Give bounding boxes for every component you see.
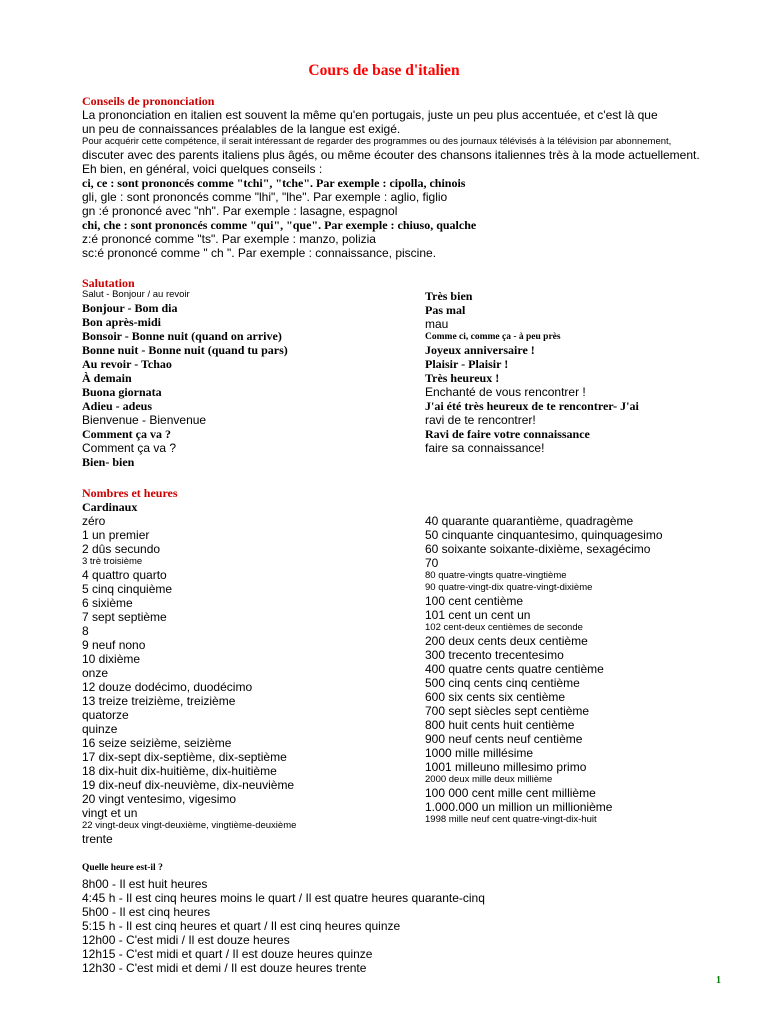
text-line: 9 neuf nono	[82, 638, 146, 652]
text-line: Enchanté de vous rencontrer !	[425, 385, 586, 399]
text-line: 20 vingt ventesimo, vigesimo	[82, 792, 237, 806]
text-line: 13 treize treizième, treizième	[82, 694, 236, 708]
greetings-section	[82, 276, 722, 290]
text-line: 800 huit cents huit centième	[425, 718, 575, 732]
text-line: Bienvenue - Bienvenue	[82, 413, 207, 427]
text-line: 5:15 h - Il est cinq heures et quart / Il est cinq heures quinze	[82, 919, 401, 933]
text-line: 90 quatre-vingt-dix quatre-vingt-dixième	[425, 582, 593, 593]
text-line: discuter avec des parents italiens plus âgés, ou même écouter des chansons italiennes très à la mode actuellement.	[82, 148, 700, 162]
text-line: 12h15 - C'est midi et quart / Il est douze heures quinze	[82, 947, 373, 961]
text-line: 19 dix-neuf dix-neuvième, dix-neuvième	[82, 778, 295, 792]
text-line: 1.000.000 un million un millionième	[425, 800, 613, 814]
text-line: quatorze	[82, 708, 129, 722]
text-line: 100 cent centième	[425, 594, 524, 608]
pronunciation-section	[82, 94, 722, 260]
text-line: 7 sept septième	[82, 610, 167, 624]
text-line: Très bien	[425, 289, 473, 303]
text-line: Très heureux !	[425, 371, 500, 385]
text-line: 1001 milleuno millesimo primo	[425, 760, 587, 774]
text-line: Plaisir - Plaisir !	[425, 357, 509, 371]
text-line: 3 trè troisième	[82, 556, 143, 567]
text-line: sc:é prononcé comme " ch ". Par exemple : connaissance, piscine.	[82, 246, 437, 260]
text-line: 70	[425, 556, 439, 570]
text-line: Bonsoir - Bonne nuit (quand on arrive)	[82, 329, 282, 343]
text-line: 2 dûs secundo	[82, 542, 161, 556]
text-line: Bien- bien	[82, 455, 135, 469]
text-line: Comment ça va ?	[82, 441, 177, 455]
time-section	[82, 862, 722, 874]
text-line: Buona giornata	[82, 385, 162, 399]
text-line: mau	[425, 317, 449, 331]
page-title: Cours de base d'italien	[308, 62, 460, 79]
text-line: gn :é prononcé avec "nh". Par exemple : lasagne, espagnol	[82, 204, 398, 218]
text-line: z:é prononcé comme "ts". Par exemple : manzo, polizia	[82, 232, 376, 246]
text-line: trente	[82, 832, 113, 846]
text-line: 2000 deux mille deux millième	[425, 774, 553, 785]
text-line: Comment ça va ?	[82, 427, 171, 441]
text-line: Bon après-midi	[82, 315, 162, 329]
text-line: Salut - Bonjour / au revoir	[82, 289, 190, 300]
text-line: quinze	[82, 722, 118, 736]
text-line: 8	[82, 624, 89, 638]
text-line: 8h00 - Il est huit heures	[82, 877, 208, 891]
text-line: Adieu - adeus	[82, 399, 153, 413]
page-number: 1	[716, 975, 721, 986]
text-line: À demain	[82, 371, 132, 385]
text-line: Eh bien, en général, voici quelques conseils :	[82, 162, 323, 176]
numbers-heading: Nombres et heures	[82, 486, 178, 500]
text-line: 700 sept siècles sept centième	[425, 704, 590, 718]
text-line: 12h30 - C'est midi et demi / Il est douze heures trente	[82, 961, 367, 975]
text-line: 4 quattro quarto	[82, 568, 167, 582]
text-line: vingt et un	[82, 806, 138, 820]
text-line: Joyeux anniversaire !	[425, 343, 535, 357]
text-line: 18 dix-huit dix-huitième, dix-huitième	[82, 764, 277, 778]
text-line: ravi de te rencontrer!	[425, 413, 536, 427]
text-line: 60 soixante soixante-dixième, sexagécimo	[425, 542, 651, 556]
text-line: 12h00 - C'est midi / Il est douze heures	[82, 933, 290, 947]
text-line: 22 vingt-deux vingt-deuxième, vingtième-deuxième	[82, 820, 297, 831]
text-line: 101 cent un cent un	[425, 608, 531, 622]
text-line: 400 quatre cents quatre centième	[425, 662, 604, 676]
text-line: 102 cent-deux centièmes de seconde	[425, 622, 583, 633]
text-line: 1000 mille millésime	[425, 746, 534, 760]
numbers-right-column	[425, 514, 745, 826]
text-line: faire sa connaissance!	[425, 441, 545, 455]
text-line: 10 dixième	[82, 652, 141, 666]
text-line: 50 cinquante cinquantesimo, quinquagesimo	[425, 528, 663, 542]
numbers-left-column	[82, 500, 412, 846]
text-line: 40 quarante quarantième, quadragème	[425, 514, 634, 528]
numbers-section	[82, 486, 722, 500]
text-line: Ravi de faire votre connaissance	[425, 427, 590, 441]
text-line: gli, gle : sont prononcés comme "lhi", "lhe". Par exemple : aglio, figlio	[82, 190, 448, 204]
text-line: 100 000 cent mille cent millième	[425, 786, 596, 800]
text-line: 17 dix-sept dix-septième, dix-septième	[82, 750, 287, 764]
text-line: zéro	[82, 514, 106, 528]
text-line: Au revoir - Tchao	[82, 357, 172, 371]
time-heading: Quelle heure est-il ?	[82, 863, 163, 873]
pronunciation-heading: Conseils de prononciation	[82, 94, 215, 108]
text-line: 900 neuf cents neuf centième	[425, 732, 583, 746]
text-line: 5h00 - Il est cinq heures	[82, 905, 211, 919]
text-line: 1998 mille neuf cent quatre-vingt-dix-huit	[425, 814, 597, 825]
text-line: Pas mal	[425, 303, 466, 317]
text-line: 600 six cents six centième	[425, 690, 566, 704]
text-line: onze	[82, 666, 109, 680]
text-line: 16 seize seizième, seizième	[82, 736, 232, 750]
greetings-right-column	[425, 289, 745, 455]
text-line: chi, che : sont prononcés comme "qui", "que". Par exemple : chiuso, qualche	[82, 218, 477, 232]
greetings-left-column	[82, 289, 412, 469]
text-line: 500 cinq cents cinq centième	[425, 676, 580, 690]
text-line: 1 un premier	[82, 528, 150, 542]
pronunciation-lines	[82, 108, 722, 260]
text-line: Cardinaux	[82, 500, 138, 514]
text-line: 200 deux cents deux centième	[425, 634, 588, 648]
text-line: La prononciation en italien est souvent la même qu'en portugais, juste un peu plus accentuée, et c'est là que	[82, 108, 658, 122]
text-line: 6 sixième	[82, 596, 133, 610]
text-line: Pour acquérir cette compétence, il serait intéressant de regarder des programmes ou des journaux télévisés à la télévision par abonnement,	[82, 136, 672, 147]
greetings-heading: Salutation	[82, 276, 135, 290]
text-line: 300 trecento trecentesimo	[425, 648, 564, 662]
text-line: J'ai été très heureux de te rencontrer- J'ai	[425, 399, 639, 413]
text-line: Comme ci, comme ça - à peu près	[425, 332, 561, 342]
text-line: ci, ce : sont prononcés comme "tchi", "tche". Par exemple : cipolla, chinois	[82, 176, 466, 190]
text-line: 5 cinq cinquième	[82, 582, 173, 596]
text-line: 12 douze dodécimo, duodécimo	[82, 680, 253, 694]
text-line: un peu de connaissances préalables de la langue est exigé.	[82, 122, 401, 136]
text-line: Bonjour - Bom dia	[82, 301, 178, 315]
text-line: 4:45 h - Il est cinq heures moins le quart / Il est quatre heures quarante-cinq	[82, 891, 485, 905]
time-lines	[82, 877, 722, 975]
text-line: 80 quatre-vingts quatre-vingtième	[425, 570, 567, 581]
text-line: Bonne nuit - Bonne nuit (quand tu pars)	[82, 343, 288, 357]
